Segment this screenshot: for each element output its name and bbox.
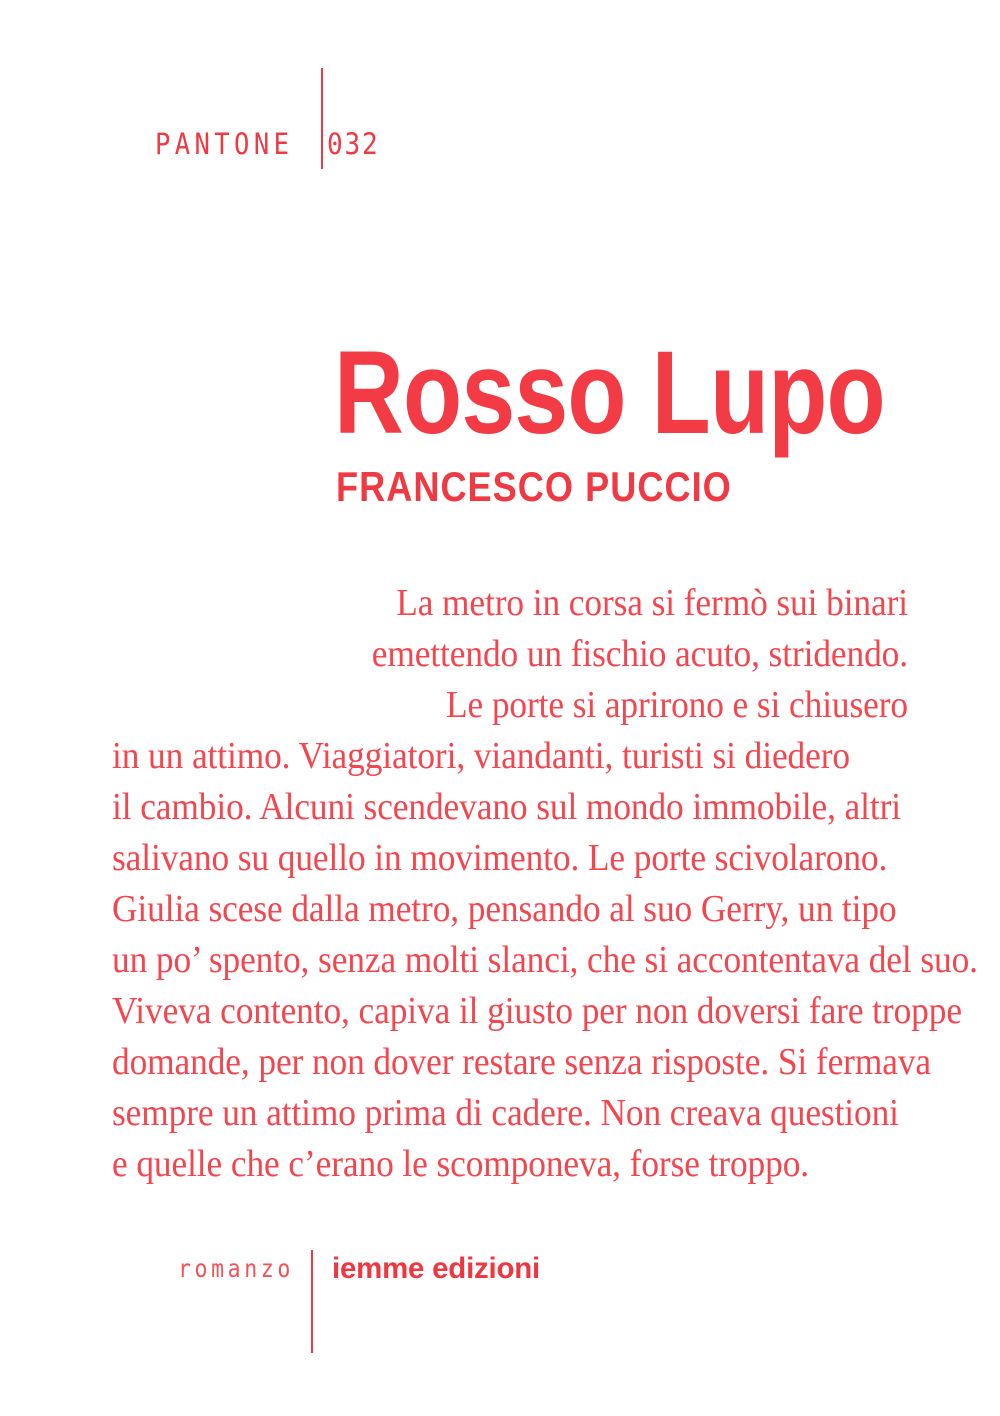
pantone-number: 032	[327, 127, 380, 161]
blurb-line: emettendo un fischio acuto, stridendo.	[371, 633, 908, 675]
blurb-line: domande, per non dover restare senza risposte. Si fermava	[112, 1041, 931, 1083]
blurb-line: e quelle che c’erano le scomponeva, forse troppo.	[112, 1143, 810, 1185]
blurb-line: sempre un attimo prima di cadere. Non creava questioni	[112, 1092, 899, 1134]
blurb-line: salivano su quello in movimento. Le porte scivolarono.	[112, 837, 888, 879]
cover-footer	[178, 1250, 598, 1360]
cover-blurb	[112, 578, 978, 1190]
footer-divider-rule	[311, 1250, 313, 1353]
book-title: Rosso Lupo	[334, 327, 885, 459]
genre-label: romanzo	[178, 1254, 294, 1283]
blurb-line: in un attimo. Viaggiatori, viandanti, turisti si diedero	[112, 735, 850, 777]
book-author: FRANCESCO PUCCIO	[336, 463, 732, 510]
blurb-line: Giulia scese dalla metro, pensando al suo Gerry, un tipo	[112, 888, 897, 930]
publisher-logo: iemme edizioni	[332, 1252, 541, 1285]
blurb-line: Le porte si aprirono e si chiusero	[445, 684, 908, 726]
blurb-line: il cambio. Alcuni scendevano sul mondo immobile, altri	[112, 786, 902, 828]
blurb-line: un po’ spento, senza molti slanci, che si accontentava del suo.	[112, 939, 978, 981]
pantone-label: PANTONE	[155, 127, 294, 161]
blurb-line: La metro in corsa si fermò sui binari	[396, 582, 908, 624]
pantone-divider-rule	[321, 68, 323, 169]
blurb-line: Viveva contento, capiva il giusto per non doversi fare troppe	[112, 990, 962, 1032]
pantone-colophon	[155, 68, 455, 173]
